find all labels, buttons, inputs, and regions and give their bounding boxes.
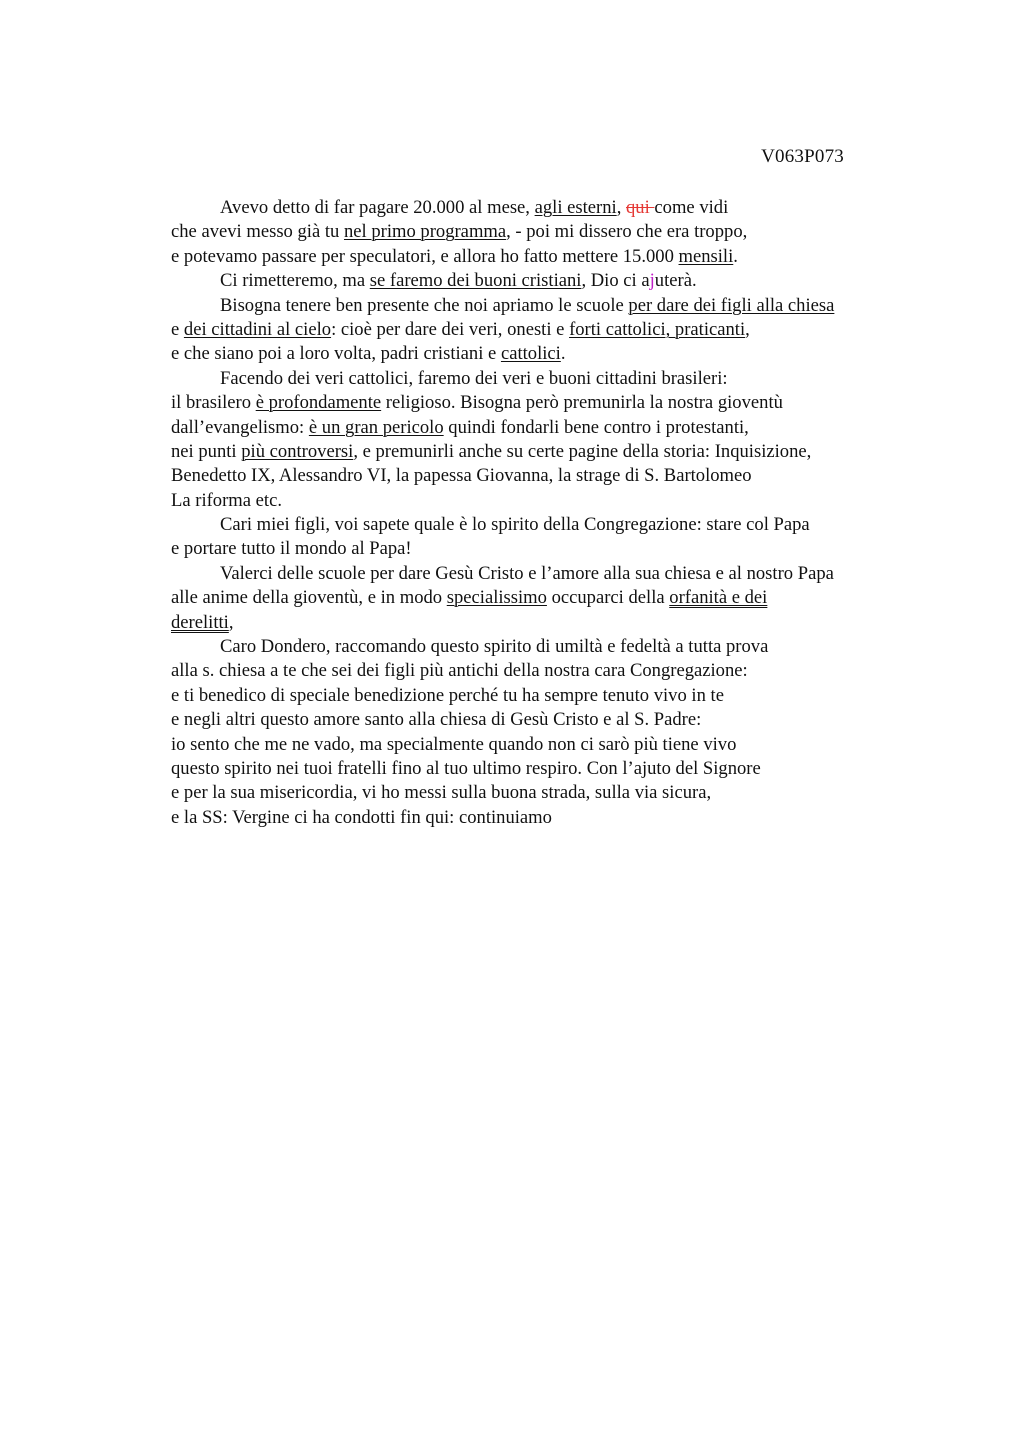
text-line	[171, 684, 911, 708]
text-segment: e	[171, 318, 184, 340]
underlined-text: forti cattolici, praticanti	[569, 318, 746, 340]
letter-body	[171, 196, 911, 830]
underlined-text: mensili	[678, 245, 734, 267]
text-segment: io sento che me ne vado, ma specialmente quando non ci sarò più tiene vivo	[171, 733, 737, 755]
text-segment: .	[733, 245, 738, 267]
text-line	[171, 659, 911, 683]
text-segment: alla s. chiesa a te che sei dei figli più antichi della nostra cara Congregazione:	[171, 660, 748, 682]
underlined-text: dei cittadini al cielo	[183, 318, 332, 340]
underlined-text: nel primo programma	[343, 221, 507, 243]
text-segment: che avevi messo già tu	[171, 221, 344, 243]
text-segment: e portare tutto il mondo al Papa!	[171, 538, 412, 560]
text-segment: : cioè per dare dei veri, onesti e	[331, 318, 570, 340]
inserted-text: j	[649, 270, 655, 292]
text-line	[171, 733, 911, 757]
text-line	[171, 562, 911, 586]
text-line	[171, 220, 911, 244]
text-segment: , - poi mi dissero che era troppo,	[506, 221, 748, 243]
underlined-text: agli esterni	[534, 197, 617, 218]
text-line	[171, 342, 911, 366]
text-segment: Facendo dei veri cattolici, faremo dei veri e buoni cittadini brasileri:	[220, 367, 728, 389]
text-line	[171, 245, 911, 269]
text-line	[171, 586, 911, 610]
underlined-text: cattolici	[500, 343, 561, 365]
text-segment: , Dio ci a	[581, 270, 650, 292]
text-segment: ,	[745, 318, 750, 340]
text-line	[171, 635, 911, 659]
page-id: V063P073	[761, 146, 844, 167]
text-line	[171, 367, 911, 391]
text-line	[171, 196, 911, 220]
text-segment: e potevamo passare per speculatori, e allora ho fatto mettere 15.000	[171, 245, 679, 267]
text-line	[171, 269, 911, 293]
text-segment: .	[560, 343, 566, 365]
text-segment: Ci rimetteremo, ma	[220, 270, 370, 292]
underlined-text: se faremo dei buoni cristiani	[369, 270, 582, 292]
text-segment: e negli altri questo amore santo alla chiesa di Gesù Cristo e al S. Padre:	[171, 709, 702, 731]
text-line	[171, 440, 911, 464]
text-line	[171, 318, 911, 342]
text-segment: ,	[616, 197, 626, 218]
double-underlined-text: derelitti	[171, 611, 229, 633]
text-line	[171, 513, 911, 537]
text-line	[171, 416, 911, 440]
text-line	[171, 537, 911, 561]
text-segment: il brasilero	[171, 392, 256, 414]
text-segment: ,	[228, 611, 234, 633]
double-underlined-text: orfanità e dei	[669, 587, 768, 609]
struck-through-text: qui	[626, 197, 655, 218]
text-line	[171, 611, 911, 635]
text-line	[171, 708, 911, 732]
text-segment: e che siano poi a loro volta, padri cristiani e	[171, 343, 501, 365]
text-segment: Cari miei figli, voi sapete quale è lo spirito della Congregazione: stare col Papa	[220, 514, 810, 536]
text-segment: religioso. Bisogna però premunirla la nostra gioventù	[381, 392, 783, 414]
text-segment: Avevo detto di far pagare 20.000 al mese,	[220, 197, 535, 218]
text-segment: Valerci delle scuole per dare Gesù Cristo e l’amore alla sua chiesa e al nostro Papa	[220, 562, 834, 584]
text-segment: come vidi	[654, 197, 729, 218]
underlined-text: è profondamente	[255, 392, 382, 414]
text-segment: questo spirito nei tuoi fratelli fino al tuo ultimo respiro. Con l’ajuto del Signore	[171, 757, 761, 779]
text-segment: quindi fondarli bene contro i protestanti,	[443, 416, 749, 438]
text-line	[171, 464, 911, 488]
text-segment: e la SS: Vergine ci ha condotti fin qui: continuiamo	[171, 806, 552, 828]
underlined-text: più controversi	[241, 440, 354, 462]
text-line	[171, 781, 911, 805]
text-line	[171, 294, 911, 318]
text-line	[171, 757, 911, 781]
text-segment: La riforma etc.	[171, 489, 282, 511]
text-line	[171, 489, 911, 513]
text-segment: e ti benedico di speciale benedizione perché tu ha sempre tenuto vivo in te	[171, 684, 724, 706]
underlined-text: è un gran pericolo	[308, 416, 444, 438]
text-segment: dall’evangelismo:	[171, 416, 309, 438]
underlined-text: per dare dei figli alla chiesa	[628, 294, 835, 316]
underlined-text: specialissimo	[446, 587, 547, 609]
text-segment: nei punti	[171, 440, 242, 462]
text-segment: occuparci della	[546, 587, 670, 609]
text-segment: Caro Dondero, raccomando questo spirito di umiltà e fedeltà a tutta prova	[220, 636, 769, 658]
text-segment: uterà.	[654, 270, 697, 292]
text-line	[171, 806, 911, 830]
text-segment: Bisogna tenere ben presente che noi apriamo le scuole	[220, 294, 629, 316]
text-segment: alle anime della gioventù, e in modo	[171, 587, 447, 609]
text-segment: , e premunirli anche su certe pagine della storia: Inquisizione,	[353, 440, 812, 462]
text-line	[171, 391, 911, 415]
text-segment: e per la sua misericordia, vi ho messi sulla buona strada, sulla via sicura,	[171, 782, 712, 804]
text-segment: Benedetto IX, Alessandro VI, la papessa Giovanna, la strage di S. Bartolomeo	[171, 465, 752, 487]
